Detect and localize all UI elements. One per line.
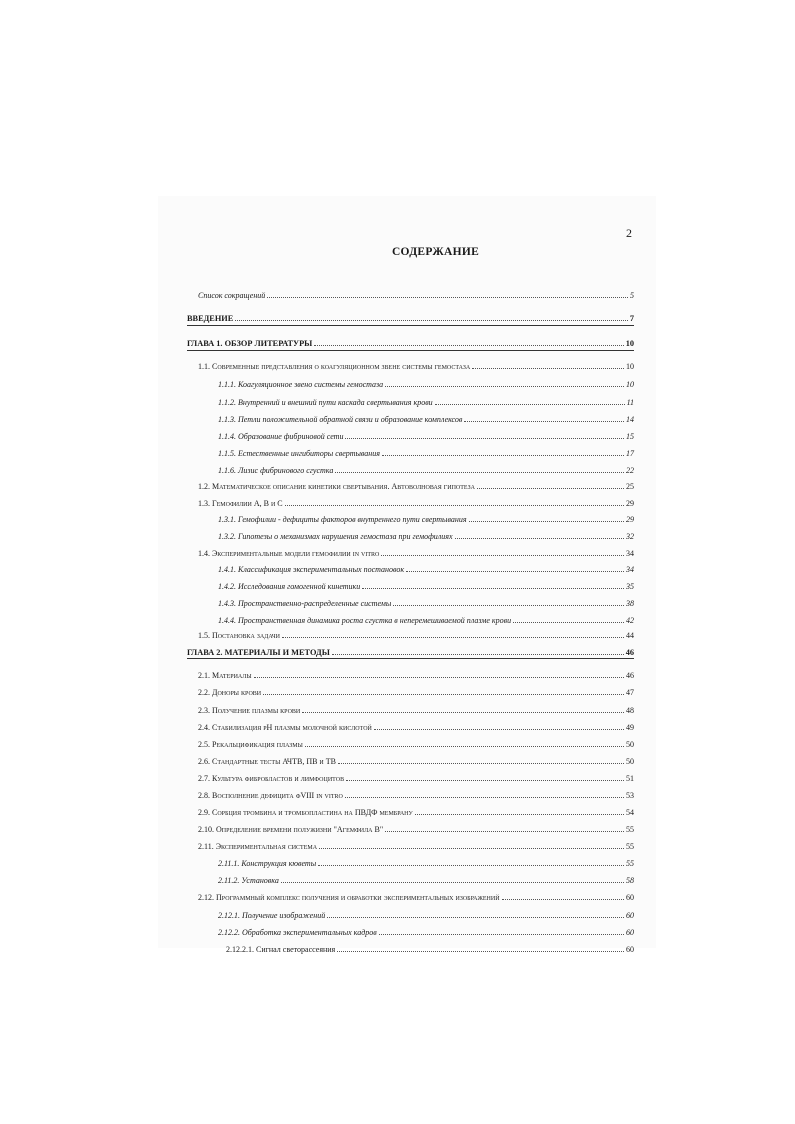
dot-leader xyxy=(332,654,624,655)
toc-entry-page-number: 60 xyxy=(626,945,634,954)
toc-entry[interactable] xyxy=(198,685,634,697)
toc-entry-label: 1.3.1. Гемофилии - дефициты факторов внутреннего пути свертывания xyxy=(218,515,467,524)
dot-leader xyxy=(235,320,628,321)
dot-leader xyxy=(346,780,624,781)
toc-entry-label: 1.1.1. Коагуляционное звено системы гемостаза xyxy=(218,380,384,389)
toc-entry-label: 2.11.1. Конструкция кюветы xyxy=(218,859,317,868)
toc-entry-label: 2.5. Рекальцификация плазмы xyxy=(198,740,303,749)
toc-entry-label: 1.4.3. Пространственно-распределенные системы xyxy=(218,599,392,608)
toc-entry[interactable] xyxy=(218,395,634,407)
dot-leader xyxy=(263,694,624,695)
toc-entry-page-number: 42 xyxy=(626,616,634,625)
toc-entry-label: 1.5. Постановка задачи xyxy=(198,631,280,640)
toc-entry-label: 1.1.3. Петли положительной обратной связи и образование комплексов xyxy=(218,415,463,424)
toc-entry[interactable] xyxy=(187,645,634,657)
toc-entry-page-number: 22 xyxy=(626,466,634,475)
toc-entry[interactable] xyxy=(198,788,634,800)
dot-leader xyxy=(435,404,625,405)
toc-entry-label: 2.12.1. Получение изображений xyxy=(218,911,326,920)
toc-entry-page-number: 10 xyxy=(625,339,634,348)
toc-entry-label: 1.4.1. Классификация экспериментальных постановок xyxy=(218,565,405,574)
toc-entry-page-number: 35 xyxy=(626,582,634,591)
dot-leader xyxy=(379,934,624,935)
toc-entry-label: ВВЕДЕНИЕ xyxy=(187,314,234,323)
toc-entry-page-number: 51 xyxy=(626,774,634,783)
dot-leader xyxy=(254,677,624,678)
toc-entry-label: 1.1.2. Внутренний и внешний пути каскада свертывания крови xyxy=(218,398,433,407)
toc-entry-label: 2.11.2. Установка xyxy=(218,876,279,885)
toc-entry[interactable] xyxy=(218,512,634,524)
dot-leader xyxy=(282,637,624,638)
dot-leader xyxy=(362,588,624,589)
toc-entry[interactable] xyxy=(187,336,634,348)
toc-entry-page-number: 14 xyxy=(626,415,634,424)
toc-entry-label: 1.2. Математическое описание кинетики свертывания. Автоволновая гипотеза xyxy=(198,482,475,491)
toc-entry-page-number: 54 xyxy=(626,808,634,817)
toc-entry[interactable] xyxy=(218,429,634,441)
toc-entry-page-number: 55 xyxy=(626,859,634,868)
toc-entry-page-number: 10 xyxy=(626,380,634,389)
dot-leader xyxy=(455,538,624,539)
toc-entry-page-number: 29 xyxy=(626,515,634,524)
toc-entry[interactable] xyxy=(218,562,634,574)
toc-entry-label: 2.10. Определение времени полужизни "Агемфила В" xyxy=(198,825,384,834)
toc-entry-page-number: 50 xyxy=(626,757,634,766)
toc-entry[interactable] xyxy=(198,737,634,749)
toc-entry-page-number: 46 xyxy=(626,671,634,680)
dot-leader xyxy=(345,438,624,439)
dot-leader xyxy=(382,455,624,456)
toc-entry[interactable] xyxy=(218,925,634,937)
dot-leader xyxy=(385,386,624,387)
toc-entry[interactable] xyxy=(218,908,634,920)
toc-entry[interactable] xyxy=(198,890,634,902)
dot-leader xyxy=(345,797,624,798)
toc-entry[interactable] xyxy=(198,479,634,491)
toc-entry[interactable] xyxy=(198,839,634,851)
toc-entry-label: 2.1. Материалы xyxy=(198,671,252,680)
toc-entry-page-number: 48 xyxy=(626,706,634,715)
toc-entry[interactable] xyxy=(198,822,634,834)
dot-leader xyxy=(285,505,624,506)
dot-leader xyxy=(374,729,624,730)
toc-entry[interactable] xyxy=(198,668,634,680)
toc-entry-page-number: 60 xyxy=(626,928,634,937)
toc-entry[interactable] xyxy=(218,596,634,608)
toc-entry-label: 1.3.2. Гипотезы о механизмах нарушения гемостаза при гемофилиях xyxy=(218,532,453,541)
toc-entry-label: 1.4.4. Пространственная динамика роста сгустка в неперемешиваемой плазме крови xyxy=(218,616,512,625)
toc-entry[interactable] xyxy=(198,496,634,508)
toc-entry-page-number: 5 xyxy=(630,291,634,300)
toc-entry-page-number: 34 xyxy=(626,549,634,558)
toc-entry-label: 2.4. Стабилизация pH плазмы молочной кислотой xyxy=(198,723,372,732)
chapter-divider xyxy=(187,325,634,326)
dot-leader xyxy=(469,521,624,522)
dot-leader xyxy=(335,472,624,473)
toc-entry-page-number: 47 xyxy=(626,688,634,697)
dot-leader xyxy=(318,865,624,866)
toc-entry[interactable] xyxy=(198,628,634,640)
toc-entry-page-number: 34 xyxy=(626,565,634,574)
dot-leader xyxy=(464,421,624,422)
toc-entry-page-number: 53 xyxy=(626,791,634,800)
toc-entry-label: 2.8. Восполнение дефицита фVIII in vitro xyxy=(198,791,343,800)
toc-entry-page-number: 17 xyxy=(626,449,634,458)
dot-leader xyxy=(406,571,624,572)
toc-entry-label: ГЛАВА 2. МАТЕРИАЛЫ И МЕТОДЫ xyxy=(187,648,330,657)
chapter-divider xyxy=(187,658,634,659)
toc-entry-label: 2.12.2. Обработка экспериментальных кадров xyxy=(218,928,377,937)
toc-entry-label: 1.1. Современные представления о коагуляционном звене системы гемостаза xyxy=(198,362,471,371)
toc-entry[interactable] xyxy=(218,873,634,885)
dot-leader xyxy=(502,899,624,900)
dot-leader xyxy=(415,814,624,815)
dot-leader xyxy=(319,848,624,849)
toc-entry[interactable] xyxy=(198,359,634,371)
toc-entry-label: 1.4.2. Исследования гомогенной кинетики xyxy=(218,582,361,591)
dot-leader xyxy=(305,746,624,747)
toc-entry[interactable] xyxy=(198,805,634,817)
toc-entry-page-number: 55 xyxy=(626,825,634,834)
dot-leader xyxy=(393,605,624,606)
toc-entry[interactable] xyxy=(218,377,634,389)
dot-leader xyxy=(327,917,624,918)
toc-entry-label: 1.4. Экспериментальные модели гемофилии in vitro xyxy=(198,549,380,558)
dot-leader xyxy=(267,297,628,298)
toc-entry-label: 2.12. Программный комплекс получения и обработки экспериментальных изображений xyxy=(198,893,500,902)
toc-entry[interactable] xyxy=(198,703,634,715)
toc-entry-label: 2.9. Сорбция тромбина и тромбопластина на ПВДФ мембрану xyxy=(198,808,413,817)
page-title: СОДЕРЖАНИЕ xyxy=(391,246,480,258)
dot-leader xyxy=(513,622,624,623)
dot-leader xyxy=(281,882,624,883)
toc-entry-page-number: 29 xyxy=(626,499,634,508)
toc-entry-page-number: 7 xyxy=(629,314,634,323)
toc-entry-page-number: 49 xyxy=(626,723,634,732)
toc-entry-page-number: 60 xyxy=(626,893,634,902)
toc-entry[interactable] xyxy=(218,446,634,458)
toc-entry[interactable] xyxy=(198,754,634,766)
toc-entry[interactable] xyxy=(218,463,634,475)
toc-entry-page-number: 55 xyxy=(626,842,634,851)
toc-entry[interactable] xyxy=(198,288,634,300)
toc-entry-page-number: 58 xyxy=(626,876,634,885)
toc-entry-label: ГЛАВА 1. ОБЗОР ЛИТЕРАТУРЫ xyxy=(187,339,313,348)
toc-entry[interactable] xyxy=(218,856,634,868)
toc-entry-label: 2.7. Культура фибробластов и лимфоцитов xyxy=(198,774,345,783)
dot-leader xyxy=(477,488,624,489)
toc-entry-page-number: 50 xyxy=(626,740,634,749)
toc-entry[interactable] xyxy=(218,529,634,541)
toc-entry-label: 2.3. Получение плазмы крови xyxy=(198,706,301,715)
dot-leader xyxy=(337,951,624,952)
toc-entry-label: 2.11. Экспериментальная система xyxy=(198,842,318,851)
dot-leader xyxy=(302,712,624,713)
toc-entry[interactable] xyxy=(218,613,634,625)
toc-entry-label: 1.1.6. Лизис фибринового сгустка xyxy=(218,466,334,475)
toc-entry[interactable] xyxy=(226,942,634,954)
toc-entry-label: 2.6. Стандартные тесты АЧТВ, ПВ и ТВ xyxy=(198,757,336,766)
toc-entry[interactable] xyxy=(218,412,634,424)
toc-entry-label: 2.12.2.1. Сигнал светорассеяния xyxy=(226,945,336,954)
toc-entry-page-number: 60 xyxy=(626,911,634,920)
dot-leader xyxy=(338,763,624,764)
toc-entry-label: 1.3. Гемофилии А, В и С xyxy=(198,499,283,508)
dot-leader xyxy=(314,345,623,346)
toc-entry-page-number: 15 xyxy=(626,432,634,441)
toc-entry-page-number: 25 xyxy=(626,482,634,491)
toc-entry-page-number: 38 xyxy=(626,599,634,608)
toc-entry[interactable] xyxy=(198,720,634,732)
toc-entry-label: 1.1.4. Образование фибриновой сети xyxy=(218,432,344,441)
page-number: 2 xyxy=(626,226,632,240)
toc-entry-label: 1.1.5. Естественные ингибиторы свертывания xyxy=(218,449,380,458)
toc-entry-label: Список сокращений xyxy=(198,291,266,300)
toc-entry[interactable] xyxy=(187,311,634,323)
toc-entry[interactable] xyxy=(198,546,634,558)
toc-entry-page-number: 11 xyxy=(626,398,634,407)
dot-leader xyxy=(381,555,624,556)
toc-entry-page-number: 46 xyxy=(625,648,634,657)
dot-leader xyxy=(385,831,624,832)
toc-entry-page-number: 32 xyxy=(626,532,634,541)
dot-leader xyxy=(472,368,624,369)
chapter-divider xyxy=(187,350,634,351)
toc-entry-page-number: 44 xyxy=(626,631,634,640)
toc-entry-page-number: 10 xyxy=(626,362,634,371)
toc-entry[interactable] xyxy=(218,579,634,591)
toc-entry-label: 2.2. Доноры крови xyxy=(198,688,262,697)
toc-entry[interactable] xyxy=(198,771,634,783)
